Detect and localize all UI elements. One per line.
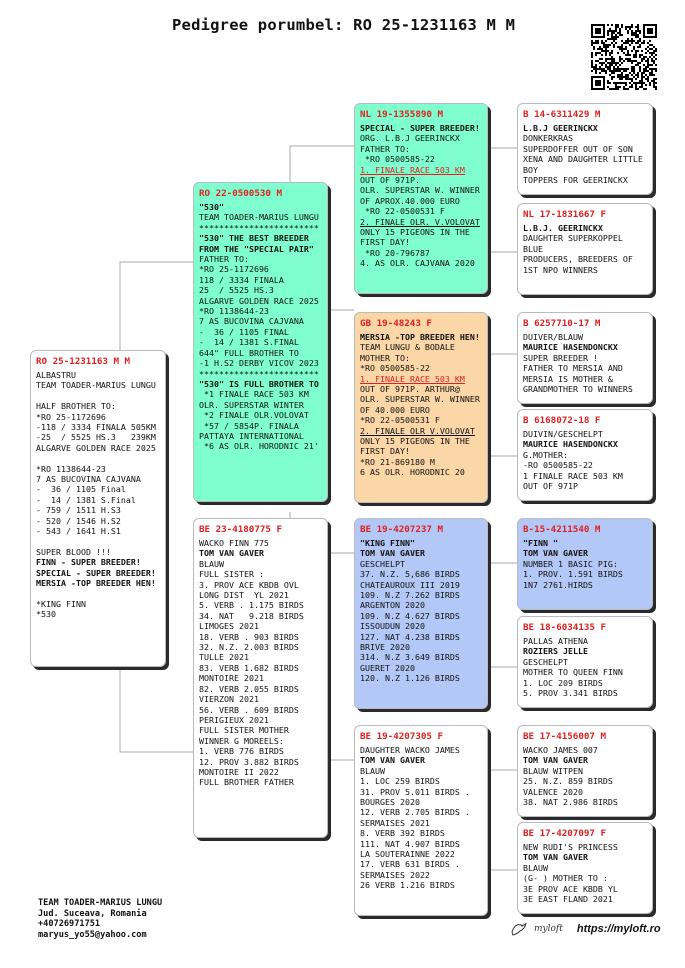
detail-line: LA SOUTERAINNE 2022 [360,849,455,860]
detail-line: PRODUCERS, BREEDERS OF [523,254,633,265]
detail-line: DAUGHTER SUPERKOPPEL [523,233,623,244]
sire-sire-card[interactable] [354,103,488,294]
detail-line: OUT OF 971P. ARTHUR@ [360,384,460,395]
detail-line: ISSOUDUN 2020 [360,621,425,632]
card-details [199,202,322,452]
detail-line: 1 FINALE RACE 503 KM [523,470,623,481]
detail-line: FULL SISTER MOTHER [199,725,289,736]
detail-line: *1 FINALE RACE 503 KM [199,389,309,400]
owner-location: Jud. Suceava, Romania [38,908,147,919]
detail-line: 4. AS OLR. CAJVANA 2020 [360,258,475,269]
detail-line: 1. LOC 259 BIRDS [360,776,440,787]
detail-line: PALLAS ATHENA [523,636,588,646]
detail-line: SPECIAL - SUPER BREEDER! [36,567,156,578]
detail-line: 118 / 3334 FINALA [199,274,284,285]
ring-number: GB 19-48243 F [360,318,432,329]
detail-line: "FINN " [523,538,558,548]
detail-line: ORG. L.B.J GEERINCKX [360,133,460,144]
detail-line: 7 AS BUCOVINA CAJVANA [36,474,141,485]
detail-line: 38. NAT 2.986 BIRDS [523,797,618,808]
ring-number: B 14-6311429 M [523,109,601,120]
detail-line: DUIVIN/GESCHELPT [523,429,603,439]
detail-line: NUMBER 1 BASIC PIG: [523,558,618,569]
detail-line: TOM VAN GAVER [199,548,264,559]
detail-line: TOM VAN GAVER [523,548,588,559]
card-details [523,636,647,698]
card-details [199,538,322,788]
detail-line: TEAM TOADER-MARIUS LUNGU [36,380,156,391]
detail-line: TOM VAN GAVER [360,755,425,766]
dd-dam-card[interactable] [517,822,653,914]
detail-line: DAUGHTER WACKO JAMES [360,745,460,755]
dam-card[interactable] [193,518,328,838]
card-details [360,538,482,684]
detail-line: MERSIA -TOP BREEDER HEN! [36,578,156,589]
detail-line: SUPER BREEDER ! [523,352,598,363]
detail-line: 18. VERB . 903 BIRDS [199,631,299,642]
detail-line: *RO 1138644-23 [199,306,269,317]
detail-line: 1. FINALE RACE 503 KM [360,373,465,384]
detail-line: MOTHER TO QUEEN FINN [523,667,623,678]
detail-line: BOURGES 2020 [360,797,420,808]
owner-contact-block [38,898,162,940]
detail-line: *RO 22-0500531 F [360,206,445,217]
card-details [523,538,647,590]
detail-line: OLR. SUPERSTAR W. WINNER [360,185,480,196]
detail-line: ONLY 15 PIGEONS IN THE [360,227,470,238]
detail-line: "530" IS FULL BROTHER TO [199,378,319,389]
detail-line: OLR. SUPERSTAR W. WINNER [360,394,480,405]
detail-line: BLAUW [199,558,224,569]
detail-line: - 759 / 1511 H.S3 [36,505,121,516]
sire-dam-card[interactable] [354,312,488,503]
detail-line: MONTOIRE 2021 [199,673,264,684]
detail-line: - 14 / 1381 S.FINAL [199,337,299,348]
ring-number: B 6257710-17 M [523,318,601,329]
ring-number: NL 19-1355890 M [360,109,443,120]
detail-line: ONLY 15 PIGEONS IN THE [360,436,470,447]
detail-line: 7 AS BUCOVINA CAJVANA [199,316,304,327]
ring-number: B-15-4211540 M [523,524,601,535]
detail-line: 37. N.Z. 5,686 BIRDS [360,569,460,580]
detail-line: 56. VERB . 609 BIRDS [199,704,299,715]
detail-line: 17. VERB 631 BIRDS . [360,859,460,870]
detail-line: *RO 21-869180 M [360,456,435,467]
detail-line: LONG DIST YL 2021 [199,590,289,601]
detail-line: -1 H.S2 DERBY VICOV 2023 [199,358,319,369]
detail-line: FATHER TO: [199,254,249,265]
detail-line: LIMOGES 2021 [199,621,259,632]
sd-dam-card[interactable] [517,409,653,501]
card-details [360,745,482,891]
detail-line: 1. VERB 776 BIRDS [199,746,284,757]
detail-line: GESCHELPT [360,558,405,569]
card-details [360,332,482,478]
detail-line: MERSIA IS MOTHER & [523,373,613,384]
detail-line: ALGARVE GOLDEN RACE 2025 [199,295,319,306]
detail-line: 82. VERB 2.055 BIRDS [199,683,299,694]
detail-line: "530" THE BEST BREEDER [199,233,309,244]
detail-line: 25 / 5525 HS.3 [199,285,274,296]
detail-line: - 520 / 1546 H.S2 [36,515,121,526]
detail-line: TOPPERS FOR GEERINCKX [523,175,628,186]
detail-line: 34. NAT 9.218 BIRDS [199,610,304,621]
dam-dam-card[interactable] [354,725,488,916]
owner-phone[interactable]: +40726971751 [38,919,101,929]
detail-line: OUT OF 971P [523,481,578,492]
detail-line: 8. VERB 392 BIRDS [360,828,445,839]
detail-line: (G- ) MOTHER TO : [523,873,608,884]
detail-line: CHATEAUROUX III 2019 [360,579,460,590]
detail-line: NEW RUDI'S PRINCESS [523,842,618,852]
ring-number: RO 22-0500530 M [199,188,282,199]
detail-line: FIRST DAY! [360,446,410,457]
detail-line: 6 AS OLR. HORODNIC 20 [360,467,465,478]
sd-sire-card[interactable] [517,312,653,404]
detail-line: - 36 / 1105 Final [36,484,126,495]
detail-line: *RO 22-0500531 F [360,415,440,426]
detail-line: - 14 / 1381 S.Final [36,494,136,505]
detail-line: FULL BROTHER FATHER [199,777,294,788]
detail-line: FATHER TO MERSIA AND [523,363,623,374]
detail-line: 1. LOC 209 BIRDS [523,677,603,688]
detail-line: *RO 0500585-22 [360,363,430,374]
ring-number: BE 17-4207097 F [523,828,606,839]
card-details [360,123,482,269]
detail-line: VIERZON 2021 [199,694,259,705]
detail-line: 1N7 2761.HIRDS [523,579,593,590]
detail-line: ************************ [199,222,319,233]
detail-line: SERMAISES 2022 [360,869,430,880]
detail-line: *KING FINN [36,598,86,609]
detail-line: DUIVER/BLAUW [523,332,583,342]
detail-line: 1. PROV. 1.591 BIRDS [523,569,623,580]
card-details [523,123,647,185]
detail-line: 1. FINALE RACE 503 KM [360,164,465,175]
detail-line: OF 40.000 EURO [360,404,430,415]
ss-sire-card[interactable] [517,103,653,195]
detail-line: MONTOIRE II 2022 [199,766,279,777]
detail-line: *RO 1138644-23 [36,463,106,474]
detail-line: *RO 25-1172696 [36,411,106,422]
detail-line: 3E EAST FLAND 2021 [523,894,613,905]
detail-line: 5. PROV 3.341 BIRDS [523,688,618,699]
detail-line: ************************ [199,368,319,379]
detail-line: 644" FULL BROTHER TO [199,347,299,358]
ring-number: BE 17-4156007 M [523,731,606,742]
detail-line: ALBASTRU [36,370,76,380]
detail-line: 120. N.Z 1.126 BIRDS [360,673,460,684]
ring-number: BE 23-4180775 F [199,524,282,535]
detail-line: 3E PROV ACE KBDB YL [523,883,618,894]
detail-line: L.B.J. GEERINCKX [523,223,603,233]
detail-line: SUPERDOFFER OUT OF SON [523,143,633,154]
detail-line: *2 FINALE OLR.VOLOVAT [199,410,309,421]
detail-line: TEAM TOADER-MARIUS LUNGU [199,212,319,223]
detail-line: 109. N.Z 7.262 BIRDS [360,590,460,601]
detail-line: 5. VERB . 1.175 BIRDS [199,600,304,611]
detail-line: 2. FINALE OLR V.VOLOVAT [360,425,475,436]
card-details [523,332,647,394]
detail-line: PATTAYA INTERNATIONAL [199,430,304,441]
detail-line: ARGENTON 2020 [360,600,425,611]
detail-line: ALGARVE GOLDEN RACE 2025 [36,442,156,453]
detail-line: OUT OF 971P. [360,175,420,186]
ring-number: RO 25-1231163 M M [36,356,131,367]
detail-line [36,589,160,599]
detail-line: OF APROX.40.000 EURO [360,195,460,206]
detail-line: 32. N.Z. 2.003 BIRDS [199,642,299,653]
detail-line: BLAUW WITPEN [523,765,583,776]
detail-line: VALENCE 2020 [523,786,583,797]
detail-line: TULLE 2021 [199,652,249,663]
detail-line: 2. FINALE OLR. V.VOLOVAT [360,216,480,227]
detail-line: 12. VERB 2.705 BIRDS . [360,807,470,818]
detail-line: 3. PROV ACE KBDB OVL [199,579,299,590]
card-details [36,370,160,620]
detail-line: SUPER BLOOD !!! [36,546,111,557]
detail-line: BLAUW [523,862,548,873]
ds-dam-card[interactable] [517,616,653,708]
ss-dam-card[interactable] [517,203,653,295]
detail-line: TOM VAN GAVER [523,852,588,863]
ring-number: NL 17-1831667 F [523,209,606,220]
detail-line: WACKO FINN 775 [199,538,269,548]
detail-line: 25. N.Z. 859 BIRDS [523,776,613,787]
detail-line: TEAM LUNGU & BODALE [360,342,455,353]
detail-line: GUERET 2020 [360,662,415,673]
card-details [523,842,647,904]
detail-line: *6 AS OLR. HORODNIC 21' [199,441,319,452]
detail-line [36,537,160,547]
detail-line: *RO 0500585-22 [360,154,435,165]
detail-line: - 543 / 1641 H.S1 [36,526,121,537]
detail-line: "KING FINN" [360,538,415,548]
detail-line: FINN - SUPER BREEDER! [36,557,141,568]
detail-line: BLAUW [360,765,385,776]
ring-number: B 6168072-18 F [523,415,601,426]
detail-line: MAURICE HASENDONCKX [523,439,618,450]
detail-line: FIRST DAY! [360,237,410,248]
detail-line: 127. NAT 4.238 BIRDS [360,631,460,642]
detail-line: GESCHELPT [523,656,568,667]
dd-sire-card[interactable] [517,725,653,817]
detail-line: - 36 / 1105 FINAL [199,326,289,337]
detail-line: HALF BROTHER TO: [36,401,116,412]
detail-line: 314. N.Z 3.649 BIRDS [360,652,460,663]
detail-line: *57 / 5854P. FINALA [199,420,299,431]
detail-line: -118 / 3334 FINALA 505KM [36,422,156,433]
brand-url-link[interactable]: https://myloft.ro [576,923,661,935]
card-details [523,223,647,275]
detail-line: 1ST NPO WINNERS [523,264,598,275]
detail-line: *RO 20-796787 [360,247,430,258]
detail-line: *530 [36,609,56,620]
detail-line: GRANDMOTHER TO WINNERS [523,384,633,395]
detail-line: *RO 25-1172696 [199,264,269,275]
detail-line: TOM VAN GAVER [523,755,588,766]
detail-line: XENA AND DAUGHTER LITTLE [523,154,643,165]
detail-line: L.B.J GEERINCKX [523,123,598,133]
subject-pigeon-card[interactable] [30,350,166,667]
detail-line: FATHER TO: [360,143,410,154]
detail-line: WINNER G MOREELS: [199,735,284,746]
detail-line: G.MOTHER: [523,449,568,460]
detail-line: OLR. SUPERSTAR WINTER [199,399,304,410]
ring-number: BE 19-4207305 F [360,731,443,742]
detail-line: 12. PROV 3.882 BIRDS [199,756,299,767]
detail-line: PERIGIEUX 2021 [199,714,269,725]
card-details [523,745,647,807]
detail-line: FROM THE "SPECIAL PAIR" [199,243,314,254]
detail-line: BRIVE 2020 [360,642,410,653]
ring-number: BE 19-4207237 M [360,524,443,535]
detail-line: -25 / 5525 HS.3 239KM [36,432,156,443]
detail-line: 109. N.Z 4.627 BIRDS [360,610,460,621]
detail-line: 26 VERB 1.216 BIRDS [360,880,455,891]
detail-line: TOM VAN GAVER [360,548,425,559]
ds-sire-card[interactable] [517,518,653,610]
detail-line: BLUE [523,243,543,254]
owner-name: TEAM TOADER-MARIUS LUNGU [38,898,163,908]
detail-line: MERSIA -TOP BREEDER HEN! [360,332,480,342]
detail-line: -RO 0500585-22 [523,460,593,471]
pigeon-logo-icon [510,920,528,938]
detail-line: 31. PROV 5.011 BIRDS . [360,786,470,797]
detail-line: 83. VERB 1.682 BIRDS [199,662,299,673]
detail-line: "530" [199,202,224,212]
detail-line [36,453,160,463]
detail-line: DONKERKRAS [523,133,573,144]
detail-line: SERMAISES 2021 [360,817,430,828]
detail-line: BOY [523,164,538,175]
detail-line [36,391,160,401]
sire-card[interactable] [193,182,328,502]
card-details [523,429,647,491]
brand-logo-text: myloft [534,924,563,934]
brand-block [510,920,661,938]
page-title: Pedigree porumbel: RO 25-1231163 M M [172,16,516,34]
detail-line: 111. NAT 4.907 BIRDS [360,838,460,849]
detail-line: WACKO JAMES 007 [523,745,598,755]
detail-line: SPECIAL - SUPER BREEDER! [360,123,480,133]
detail-line: MAURICE HASENDONCKX [523,342,618,353]
detail-line: ROZIERS JELLE [523,646,588,657]
detail-line: MOTHER TO: [360,352,410,363]
detail-line: FULL SISTER : [199,569,264,580]
ring-number: BE 18-6034135 F [523,622,606,633]
dam-sire-card[interactable] [354,518,488,709]
owner-email[interactable]: maryus_yo55@yahoo.com [38,929,147,940]
